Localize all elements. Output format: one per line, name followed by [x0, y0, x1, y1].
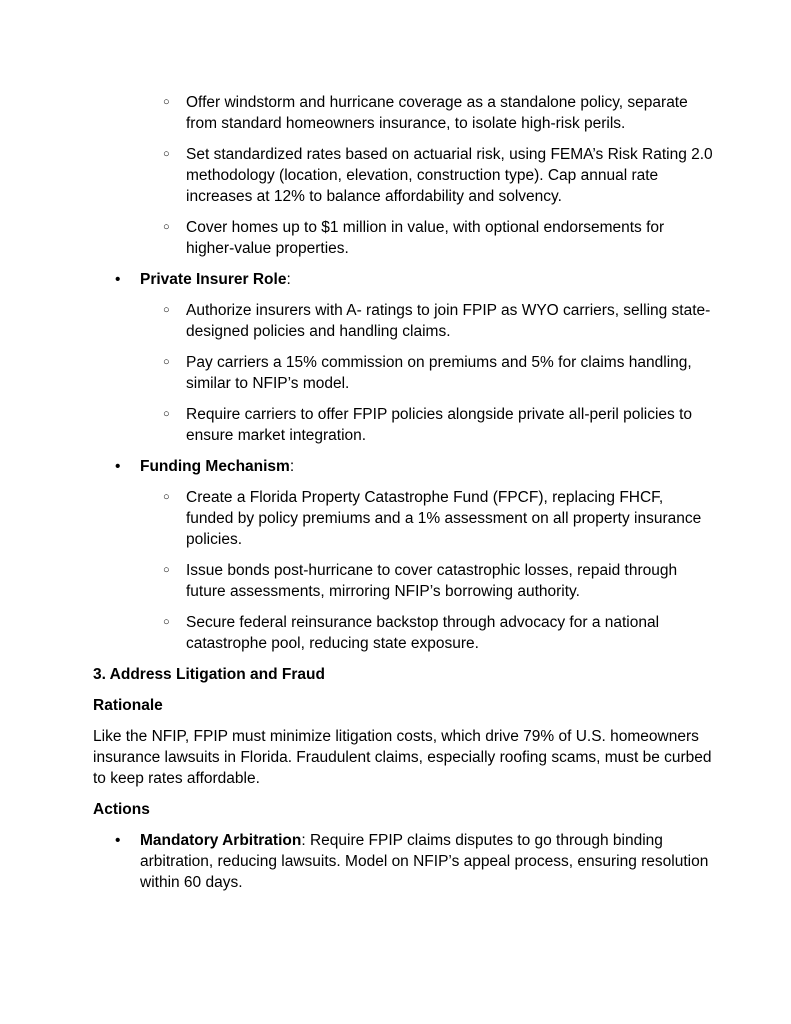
list-item: [93, 144, 713, 207]
list-item-arbitration: [93, 830, 713, 893]
item-text: : Require FPIP claims disputes to go through binding arbitration, reducing lawsuits. Model on NFIP’s appeal process, ensuring resolution within 60 days.: [140, 832, 709, 891]
bullet-icon: •: [115, 271, 121, 288]
list-item: [93, 560, 713, 602]
section-heading: 3. Address Litigation and Fraud: [93, 666, 325, 683]
list-item-private-insurer: [93, 269, 713, 290]
list-item-funding: [93, 456, 713, 477]
hollow-bullet-icon: ○: [163, 491, 170, 503]
item-text: Create a Florida Property Catastrophe Fund (FPCF), replacing FHCF, funded by policy premiums and a 1% assessment on all property insurance policies.: [186, 489, 702, 548]
list-item: [93, 217, 713, 259]
list-item: [93, 487, 713, 550]
hollow-bullet-icon: ○: [163, 564, 170, 576]
item-suffix: :: [289, 458, 295, 475]
bullet-icon: •: [115, 458, 121, 475]
item-title: Private Insurer Role: [140, 271, 287, 288]
item-suffix: :: [286, 271, 291, 288]
item-text: Set standardized rates based on actuarial risk, using FEMA’s Risk Rating 2.0 methodology (location, elevation, construction type). Cap annual rate increases at 12% to balance affordability and solvency.: [186, 146, 713, 205]
item-title: Funding Mechanism: [140, 458, 290, 475]
list-item: [93, 404, 713, 446]
list-item: [93, 300, 713, 342]
item-text: Cover homes up to $1 million in value, with optional endorsements for higher-value properties.: [186, 219, 665, 257]
list-item: [93, 612, 713, 654]
hollow-bullet-icon: ○: [163, 96, 170, 108]
hollow-bullet-icon: ○: [163, 356, 170, 368]
item-text: Authorize insurers with A- ratings to join FPIP as WYO carriers, selling state-designed policies and handling claims.: [186, 302, 711, 340]
item-text: Require carriers to offer FPIP policies alongside private all-peril policies to ensure market integration.: [186, 406, 692, 444]
hollow-bullet-icon: ○: [163, 148, 170, 160]
item-text: Secure federal reinsurance backstop through advocacy for a national catastrophe pool, reducing state exposure.: [186, 614, 660, 652]
bullet-icon: •: [115, 832, 121, 849]
document-page: [93, 92, 713, 903]
item-text: Offer windstorm and hurricane coverage as a standalone policy, separate from standard homeowners insurance, to isolate high-risk perils.: [186, 94, 688, 132]
rationale-heading: Rationale: [93, 697, 163, 714]
hollow-bullet-icon: ○: [163, 304, 170, 316]
list-item: [93, 92, 713, 134]
item-text: Issue bonds post-hurricane to cover catastrophic losses, repaid through future assessments, mirroring NFIP’s borrowing authority.: [186, 562, 678, 600]
hollow-bullet-icon: ○: [163, 221, 170, 233]
actions-heading: Actions: [93, 801, 150, 818]
hollow-bullet-icon: ○: [163, 616, 170, 628]
rationale-paragraph: Like the NFIP, FPIP must minimize litigation costs, which drive 79% of U.S. homeowners insurance lawsuits in Florida. Fraudulent claims, especially roofing scams, must be curbed to keep rates affordable.: [93, 728, 712, 787]
item-text: Pay carriers a 15% commission on premiums and 5% for claims handling, similar to NFIP’s model.: [186, 354, 692, 392]
hollow-bullet-icon: ○: [163, 408, 170, 420]
item-title: Mandatory Arbitration: [140, 832, 302, 849]
list-item: [93, 352, 713, 394]
